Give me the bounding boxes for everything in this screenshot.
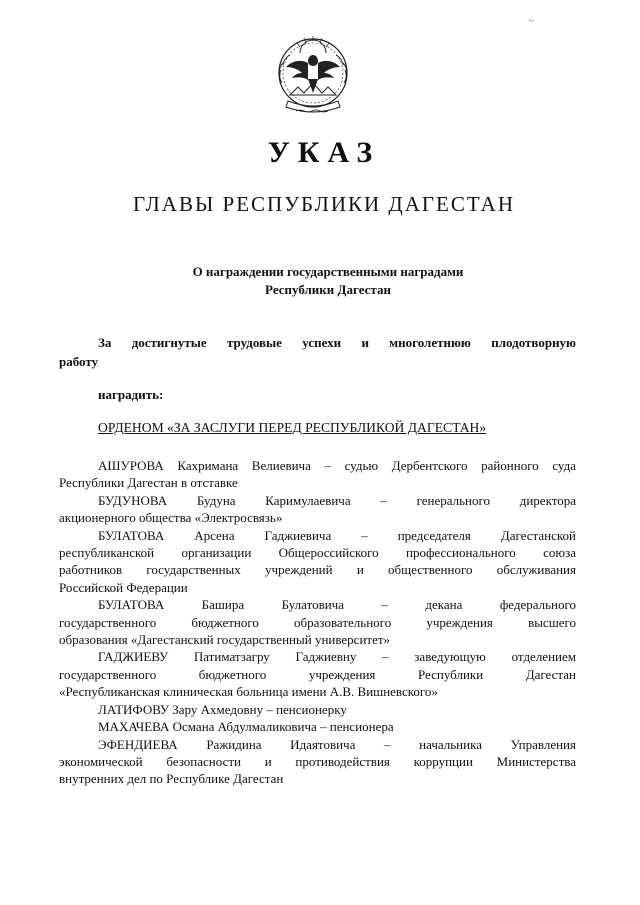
awardee-line: государственного бюджетного образовательного учреждения высшего	[59, 614, 576, 630]
corner-mark: ~	[528, 16, 534, 27]
dagestan-coat-of-arms-icon	[266, 31, 360, 119]
awardee-line: АШУРОВА Кахримана Велиевича – судью Дербентского районного суда	[98, 458, 576, 473]
awardee-entry	[59, 492, 576, 527]
awardee-line: Республики Дагестан в отставке	[59, 475, 238, 491]
awardee-line: ГАДЖИЕВУ Патиматзагру Гаджиевну – заведующую отделением	[98, 649, 576, 665]
awardee-entry	[59, 736, 576, 788]
subject-line: О награждении государственными наградами	[192, 264, 464, 279]
awardee-line: ЭФЕНДИЕВА Ражидина Идаятовича – начальника Управления	[98, 736, 576, 752]
awardee-entry	[59, 648, 576, 700]
awardee-line: государственного бюджетного учреждения Республики Дагестан	[59, 666, 576, 682]
awardee-line: республиканской организации Общероссийского профессионального союза	[59, 545, 576, 561]
awardee-line: экономической безопасности и противодействия коррупции Министерства	[59, 753, 576, 769]
awardee-line: Российской Федерации	[59, 579, 188, 595]
awardee-entry	[59, 527, 576, 597]
awardee-line: БУЛАТОВА Арсена Гаджиевича – председателя Дагестанской	[98, 527, 576, 543]
decree-title: УКАЗ	[267, 136, 381, 169]
awardee-line: образования «Дагестанский государственный университет»	[59, 632, 391, 648]
decree-subject	[0, 263, 640, 299]
awardee-entry	[59, 718, 576, 735]
awardee-entry	[59, 701, 576, 718]
issuing-authority: ГЛАВЫ РЕСПУБЛИКИ ДАГЕСТАН	[132, 192, 516, 216]
awardee-line: внутренних дел по Республике Дагестан	[59, 771, 284, 787]
awardee-entry	[59, 457, 576, 492]
awardee-line: «Республиканская клиническая больница имени А.В. Вишневского»	[59, 684, 438, 700]
awardee-line: МАХАЧЕВА Османа Абдулмаликовича – пенсионера	[98, 719, 394, 735]
preamble-line: За достигнутые трудовые успехи и многолетнюю плодотворную	[98, 335, 576, 350]
awardee-entry	[59, 596, 576, 648]
subject-line: Республики Дагестан	[265, 282, 391, 297]
preamble-line: работу	[59, 354, 99, 369]
order-name: ОРДЕНОМ «ЗА ЗАСЛУГИ ПЕРЕД РЕСПУБЛИКОЙ ДАГЕСТАН»	[98, 420, 487, 435]
awardees-list	[59, 457, 576, 788]
awardee-line: ЛАТИФОВУ Зару Ахмедовну – пенсионерку	[98, 701, 347, 717]
preamble	[59, 333, 576, 371]
awardee-line: БУДУНОВА Будуна Каримулаевича – генерального директора	[98, 492, 576, 508]
awardee-line: акционерного общества «Электросвязь»	[59, 510, 283, 526]
awardee-line: БУЛАТОВА Башира Булатовича – декана федерального	[98, 597, 576, 613]
awardee-line: работников государственных учреждений и общественного обслуживания	[59, 562, 576, 578]
award-verb: наградить:	[98, 387, 164, 402]
